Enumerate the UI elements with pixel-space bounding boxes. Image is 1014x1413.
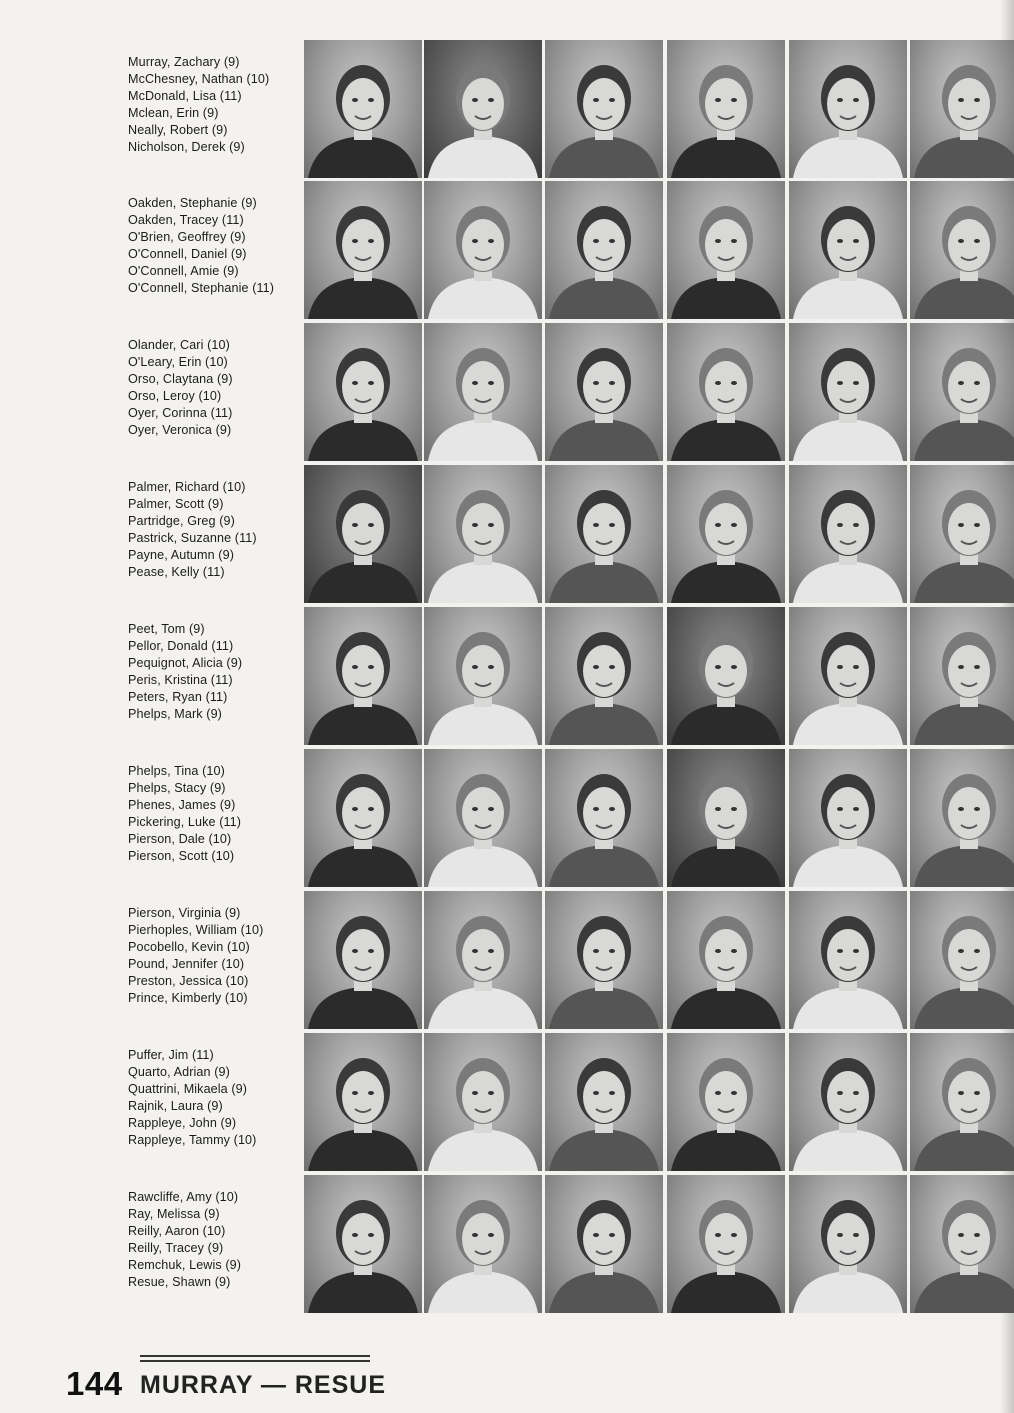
student-portrait: [545, 465, 663, 603]
student-name: O'Connell, Stephanie (11): [128, 280, 275, 295]
student-portrait: [667, 1175, 785, 1313]
student-name: Peters, Ryan (11): [128, 689, 228, 704]
student-portrait: [910, 181, 1014, 319]
student-portrait: [424, 607, 542, 745]
student-portrait: [667, 891, 785, 1029]
student-portrait: [424, 323, 542, 461]
student-name: Peris, Kristina (11): [128, 672, 233, 687]
student-name: Pierhoples, William (10): [128, 922, 264, 937]
name-list: [128, 905, 298, 1006]
student-name: Olander, Cari (10): [128, 338, 230, 352]
student-portrait: [545, 40, 663, 178]
student-portrait: [545, 891, 663, 1029]
student-name: O'Connell, Daniel (9): [128, 246, 247, 261]
student-portrait: [304, 749, 422, 887]
student-portrait: [545, 607, 663, 745]
student-name: Rajnik, Laura (9): [128, 1098, 223, 1113]
student-portrait: [910, 607, 1014, 745]
student-portrait: [910, 1175, 1014, 1313]
student-name: Quattrini, Mikaela (9): [128, 1081, 248, 1096]
student-portrait: [789, 40, 907, 178]
page-name-range: MURRAY — RESUE: [140, 1371, 386, 1399]
student-portrait: [789, 891, 907, 1029]
student-name: Pierson, Virginia (9): [128, 906, 241, 920]
student-portrait: [545, 1033, 663, 1171]
student-portrait: [545, 1175, 663, 1313]
student-name: Resue, Shawn (9): [128, 1274, 231, 1289]
student-portrait: [789, 1175, 907, 1313]
student-name: Pocobello, Kevin (10): [128, 939, 250, 954]
student-portrait: [667, 465, 785, 603]
student-portrait: [424, 40, 542, 178]
student-portrait: [910, 323, 1014, 461]
student-portrait: [910, 749, 1014, 887]
student-portrait: [304, 465, 422, 603]
portrait-row: [0, 607, 1014, 747]
student-portrait: [424, 181, 542, 319]
name-list: [128, 54, 298, 155]
student-portrait: [789, 607, 907, 745]
portrait-row: [0, 1033, 1014, 1173]
student-name: Oakden, Tracey (11): [128, 212, 244, 227]
student-name: O'Brien, Geoffrey (9): [128, 229, 246, 244]
student-name: Puffer, Jim (11): [128, 1048, 214, 1062]
student-name: O'Leary, Erin (10): [128, 354, 228, 369]
student-name: Remchuk, Lewis (9): [128, 1257, 242, 1272]
student-portrait: [667, 40, 785, 178]
student-portrait: [789, 323, 907, 461]
student-name: Pound, Jennifer (10): [128, 956, 245, 971]
student-name: Nicholson, Derek (9): [128, 139, 245, 154]
student-portrait: [424, 1033, 542, 1171]
student-portrait: [545, 323, 663, 461]
name-list: [128, 763, 298, 864]
student-name: Phelps, Tina (10): [128, 764, 225, 778]
student-portrait: [304, 40, 422, 178]
student-name: Pellor, Donald (11): [128, 638, 234, 653]
student-portrait: [789, 465, 907, 603]
student-name: Rappleye, John (9): [128, 1115, 237, 1130]
name-list: [128, 195, 298, 296]
student-name: Rappleye, Tammy (10): [128, 1132, 257, 1147]
page-number: 144: [66, 1365, 123, 1402]
student-name: Orso, Leroy (10): [128, 388, 222, 403]
student-portrait: [910, 891, 1014, 1029]
student-portrait: [304, 891, 422, 1029]
student-portrait: [424, 465, 542, 603]
student-name: Palmer, Scott (9): [128, 496, 224, 511]
student-name: Pastrick, Suzanne (11): [128, 530, 257, 545]
student-name: Oyer, Veronica (9): [128, 422, 232, 437]
student-portrait: [789, 749, 907, 887]
student-name: Prince, Kimberly (10): [128, 990, 248, 1005]
student-name: Preston, Jessica (10): [128, 973, 249, 988]
student-name: Murray, Zachary (9): [128, 55, 240, 69]
student-name: Reilly, Aaron (10): [128, 1223, 226, 1238]
student-portrait: [424, 891, 542, 1029]
student-name: Mclean, Erin (9): [128, 105, 219, 120]
footer-rule: [140, 1355, 370, 1357]
student-name: Palmer, Richard (10): [128, 480, 246, 494]
name-list: [128, 337, 298, 438]
student-name: Rawcliffe, Amy (10): [128, 1190, 239, 1204]
student-portrait: [304, 323, 422, 461]
student-name: Pease, Kelly (11): [128, 564, 225, 579]
student-portrait: [545, 749, 663, 887]
student-portrait: [304, 607, 422, 745]
student-portrait: [667, 749, 785, 887]
student-name: Partridge, Greg (9): [128, 513, 235, 528]
portrait-row: [0, 1175, 1014, 1315]
student-portrait: [545, 181, 663, 319]
name-list: [128, 621, 298, 722]
portrait-row: [0, 181, 1014, 321]
student-portrait: [910, 1033, 1014, 1171]
student-portrait: [304, 1033, 422, 1171]
student-name: Oakden, Stephanie (9): [128, 196, 257, 210]
student-name: Payne, Autumn (9): [128, 547, 235, 562]
student-portrait: [667, 181, 785, 319]
student-name: Reilly, Tracey (9): [128, 1240, 224, 1255]
footer-rule: [140, 1360, 370, 1362]
student-portrait: [304, 1175, 422, 1313]
student-portrait: [304, 181, 422, 319]
name-list: [128, 479, 298, 580]
student-portrait: [667, 1033, 785, 1171]
student-name: Neally, Robert (9): [128, 122, 228, 137]
student-name: Ray, Melissa (9): [128, 1206, 220, 1221]
portrait-row: [0, 323, 1014, 463]
portrait-row: [0, 749, 1014, 889]
student-name: Pierson, Dale (10): [128, 831, 232, 846]
student-name: McDonald, Lisa (11): [128, 88, 242, 103]
portrait-row: [0, 40, 1014, 180]
student-portrait: [789, 1033, 907, 1171]
student-portrait: [667, 607, 785, 745]
portrait-row: [0, 465, 1014, 605]
student-portrait: [424, 749, 542, 887]
name-list: [128, 1189, 298, 1290]
student-name: Pierson, Scott (10): [128, 848, 235, 863]
student-portrait: [910, 40, 1014, 178]
student-portrait: [789, 181, 907, 319]
student-name: Phelps, Mark (9): [128, 706, 222, 721]
student-portrait: [424, 1175, 542, 1313]
student-portrait: [910, 465, 1014, 603]
student-name: Pickering, Luke (11): [128, 814, 242, 829]
student-name: O'Connell, Amie (9): [128, 263, 239, 278]
student-name: Phenes, James (9): [128, 797, 236, 812]
student-name: Pequignot, Alicia (9): [128, 655, 243, 670]
student-portrait: [667, 323, 785, 461]
student-name: Orso, Claytana (9): [128, 371, 233, 386]
portrait-row: [0, 891, 1014, 1031]
student-name: Quarto, Adrian (9): [128, 1064, 230, 1079]
student-name: Peet, Tom (9): [128, 622, 205, 636]
student-name: McChesney, Nathan (10): [128, 71, 270, 86]
name-list: [128, 1047, 298, 1148]
student-name: Phelps, Stacy (9): [128, 780, 226, 795]
student-name: Oyer, Corinna (11): [128, 405, 233, 420]
